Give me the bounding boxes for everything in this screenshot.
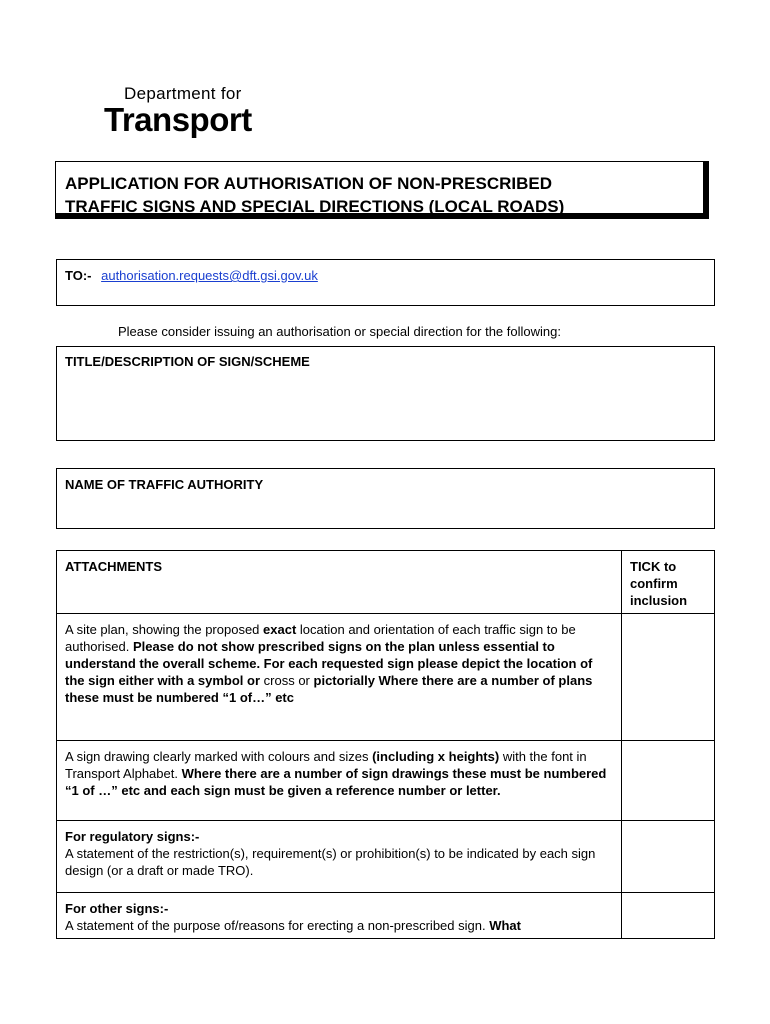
form-title [55, 161, 709, 219]
regulatory-heading: For regulatory signs:- [65, 829, 200, 844]
sign-drawing-text-2: (including x heights) [372, 749, 500, 764]
traffic-authority-field[interactable] [56, 468, 715, 529]
site-plan-text-3: location and orientation of each traffic sign to be authorised. [65, 622, 576, 654]
sign-description-label: TITLE/DESCRIPTION OF SIGN/SCHEME [65, 354, 310, 369]
sign-drawing-text [57, 741, 622, 821]
intro-text: Please consider issuing an authorisation or special direction for the following: [118, 324, 561, 339]
tick-header [622, 551, 715, 614]
regulatory-tick-cell[interactable] [622, 821, 715, 893]
other-signs-body [65, 917, 613, 934]
site-plan-text-6: pictorially Where there are a number of plans these must be numbered “1 of…” etc [65, 673, 593, 705]
site-plan-text-5: cross or [260, 673, 314, 688]
site-plan-text-2: exact [263, 622, 297, 637]
email-link[interactable]: authorisation.requests@dft.gsi.gov.uk [101, 268, 318, 283]
to-field [56, 259, 715, 306]
attachments-table [56, 550, 715, 939]
logo-line-2: Transport [104, 101, 252, 138]
other-signs-heading: For other signs:- [65, 901, 169, 916]
attachment-row-site-plan [57, 614, 715, 741]
tick-header-line-2: confirm [630, 576, 678, 591]
site-plan-text [57, 614, 622, 741]
logo-line-1: Department for [124, 84, 242, 103]
other-signs-text [57, 893, 622, 939]
to-label: TO:- [65, 268, 92, 283]
other-signs-body-2: What [489, 918, 521, 933]
sign-drawing-text-4: Where there are a number of sign drawings these must be numbered “1 of …” etc and each sign must be given a reference number or letter. [65, 766, 607, 798]
dft-logo [104, 84, 252, 136]
site-plan-tick-cell[interactable] [622, 614, 715, 741]
site-plan-text-1: A site plan, showing the proposed [65, 622, 264, 637]
attachments-header-row [57, 551, 715, 614]
sign-drawing-tick-cell[interactable] [622, 741, 715, 821]
tick-header-line-1: TICK to [630, 559, 677, 574]
regulatory-text [57, 821, 622, 893]
form-title-line-2: TRAFFIC SIGNS AND SPECIAL DIRECTIONS (LOCAL ROADS) [65, 197, 565, 216]
sign-description-field[interactable] [56, 346, 715, 441]
traffic-authority-label: NAME OF TRAFFIC AUTHORITY [65, 477, 264, 492]
attachment-row-sign-drawing [57, 741, 715, 821]
attachment-row-other [57, 893, 715, 939]
tick-header-line-3: inclusion [630, 593, 688, 608]
other-signs-body-1: A statement of the purpose of/reasons for erecting a non-prescribed sign. [65, 918, 490, 933]
regulatory-body: A statement of the restriction(s), requirement(s) or prohibition(s) to be indicated by each sign design (or a draft or made TRO). [65, 846, 596, 878]
attachment-row-regulatory [57, 821, 715, 893]
sign-drawing-text-1: A sign drawing clearly marked with colours and sizes [65, 749, 373, 764]
attachments-header [57, 551, 622, 614]
site-plan-text-4: Please do not show prescribed signs on the plan unless essential to understand the overall scheme. For each requested sign please depict the location of the sign either with a symbol or [65, 639, 593, 688]
attachments-header-label: ATTACHMENTS [65, 559, 163, 574]
other-signs-tick-cell[interactable] [622, 893, 715, 939]
sign-drawing-text-3: with the font in Transport Alphabet. [65, 749, 587, 781]
form-title-line-1: APPLICATION FOR AUTHORISATION OF NON-PRESCRIBED [65, 174, 553, 193]
